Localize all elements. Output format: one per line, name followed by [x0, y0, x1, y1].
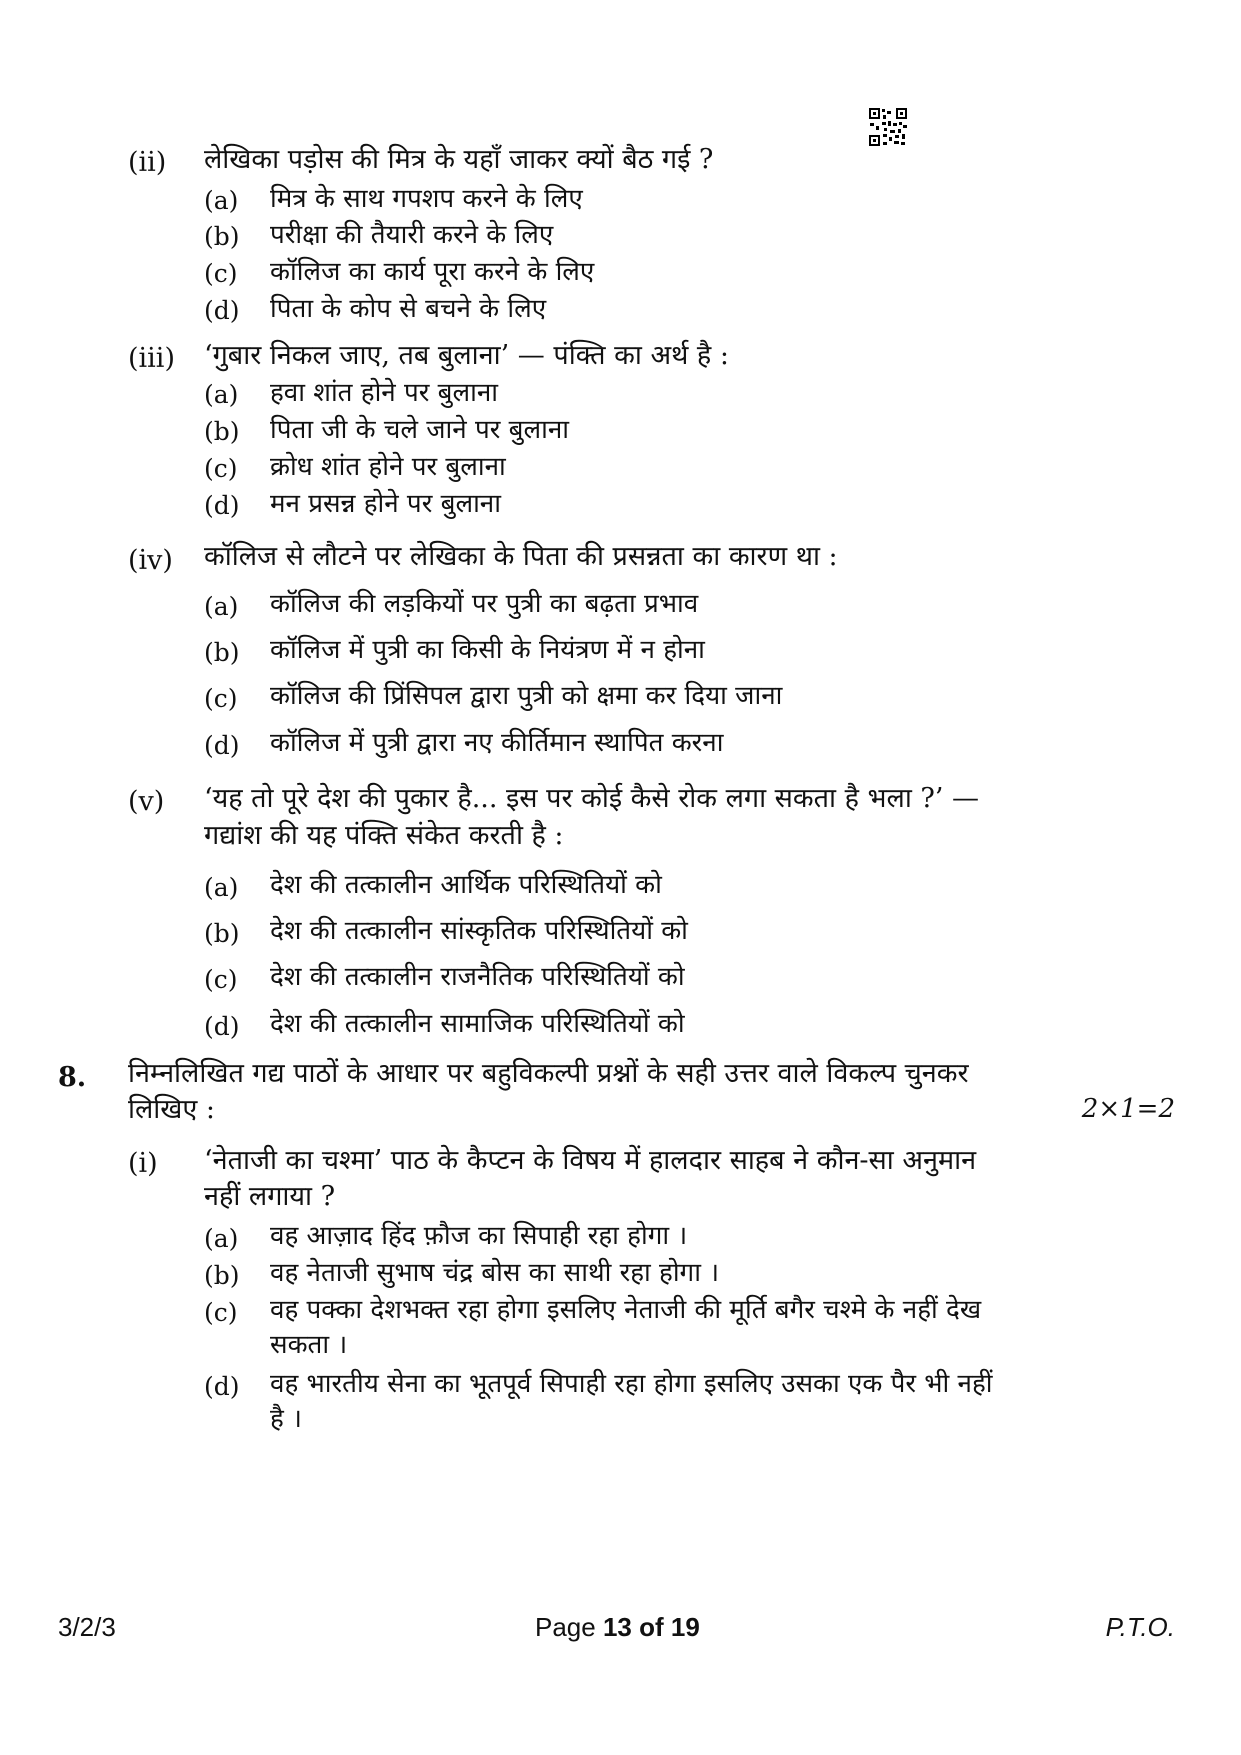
option-label: (a) [204, 873, 239, 902]
question-number: (iv) [128, 545, 173, 576]
option-label: (c) [204, 965, 238, 994]
question-number: (v) [128, 786, 165, 817]
option-text: वह आज़ाद हिंद फ़ौज का सिपाही रहा होगा । [270, 1221, 688, 1251]
option-label: (d) [204, 296, 240, 325]
page-prefix: Page [535, 1612, 603, 1642]
current-page: 13 [602, 1612, 632, 1642]
option-label: (c) [204, 454, 238, 483]
option-label: (d) [204, 731, 240, 760]
option-label: (a) [204, 1224, 239, 1253]
option-text: देश की तत्कालीन सामाजिक परिस्थितियों को [270, 1009, 685, 1039]
page-number [535, 1612, 700, 1643]
option-text: हवा शांत होने पर बुलाना [270, 378, 499, 408]
option-label: (b) [204, 1261, 240, 1290]
question-text: ‘गुबार निकल जाए, तब बुलाना’ — पंक्ति का अर्थ है : [204, 340, 729, 371]
option-text: देश की तत्कालीन राजनैतिक परिस्थितियों को [270, 962, 685, 992]
page-of: of [631, 1612, 671, 1642]
question-number: (ii) [128, 147, 167, 178]
question-text-line2: गद्यांश की यह पंक्ति संकेत करती है : [204, 820, 564, 851]
option-text: कॉलिज में पुत्री का किसी के नियंत्रण में न होना [270, 635, 705, 665]
option-text: पिता के कोप से बचने के लिए [270, 294, 547, 324]
option-text-line2: सकता । [270, 1330, 348, 1360]
option-label: (b) [204, 417, 240, 446]
option-label: (d) [204, 1012, 240, 1041]
total-pages: 19 [670, 1612, 700, 1642]
question-text-line2: नहीं लगाया ? [204, 1181, 336, 1212]
option-label: (d) [204, 491, 240, 520]
question-text-line1: ‘नेताजी का चश्मा’ पाठ के कैप्टन के विषय में हालदार साहब ने कौन-सा अनुमान [204, 1145, 977, 1176]
question-text-line1: ‘यह तो पूरे देश की पुकार है... इस पर कोई कैसे रोक लगा सकता है भला ?’ — [204, 783, 980, 814]
option-text: कॉलिज का कार्य पूरा करने के लिए [270, 257, 595, 287]
question-text-line1: निम्नलिखित गद्य पाठों के आधार पर बहुविकल्पी प्रश्नों के सही उत्तर वाले विकल्प चुनकर [128, 1058, 969, 1089]
option-label: (c) [204, 1298, 238, 1327]
option-text: परीक्षा की तैयारी करने के लिए [270, 220, 554, 250]
option-label: (a) [204, 592, 239, 621]
option-label: (b) [204, 222, 240, 251]
option-text-line1: वह भारतीय सेना का भूतपूर्व सिपाही रहा होगा इसलिए उसका एक पैर भी नहीं [270, 1369, 993, 1399]
option-text-line2: है । [270, 1404, 302, 1434]
option-label: (d) [204, 1372, 240, 1401]
option-label: (c) [204, 259, 238, 288]
option-text: क्रोध शांत होने पर बुलाना [270, 452, 506, 482]
option-text: मित्र के साथ गपशप करने के लिए [270, 184, 583, 214]
question-text: कॉलिज से लौटने पर लेखिका के पिता की प्रसन्नता का कारण था : [204, 541, 838, 572]
pto-label: P.T.O. [1105, 1612, 1175, 1642]
question-text: लेखिका पड़ोस की मित्र के यहाँ जाकर क्यों बैठ गई ? [204, 144, 714, 175]
option-label: (c) [204, 684, 238, 713]
option-text: देश की तत्कालीन आर्थिक परिस्थितियों को [270, 870, 662, 900]
option-text: मन प्रसन्न होने पर बुलाना [270, 489, 501, 519]
option-label: (b) [204, 638, 240, 667]
question-number: (i) [128, 1148, 158, 1179]
option-text: वह नेताजी सुभाष चंद्र बोस का साथी रहा होगा । [270, 1258, 720, 1288]
question-number: (iii) [128, 343, 175, 374]
option-text-line1: वह पक्का देशभक्त रहा होगा इसलिए नेताजी की मूर्ति बगैर चश्मे के नहीं देख [270, 1295, 982, 1325]
option-label: (a) [204, 380, 239, 409]
option-text: कॉलिज की प्रिंसिपल द्वारा पुत्री को क्षमा कर दिया जाना [270, 681, 783, 711]
question-text-line2: लिखिए : [128, 1094, 215, 1125]
option-text: पिता जी के चले जाने पर बुलाना [270, 415, 570, 445]
option-text: कॉलिज में पुत्री द्वारा नए कीर्तिमान स्थापित करना [270, 728, 724, 758]
option-label: (a) [204, 186, 239, 215]
paper-code: 3/2/3 [58, 1612, 116, 1642]
question-number: 8. [58, 1062, 87, 1093]
marks-label: 2×1=2 [1081, 1094, 1175, 1124]
option-label: (b) [204, 919, 240, 948]
option-text: देश की तत्कालीन सांस्कृतिक परिस्थितियों को [270, 916, 688, 946]
qr-code-icon [868, 107, 908, 147]
option-text: कॉलिज की लड़कियों पर पुत्री का बढ़ता प्रभाव [270, 589, 699, 619]
